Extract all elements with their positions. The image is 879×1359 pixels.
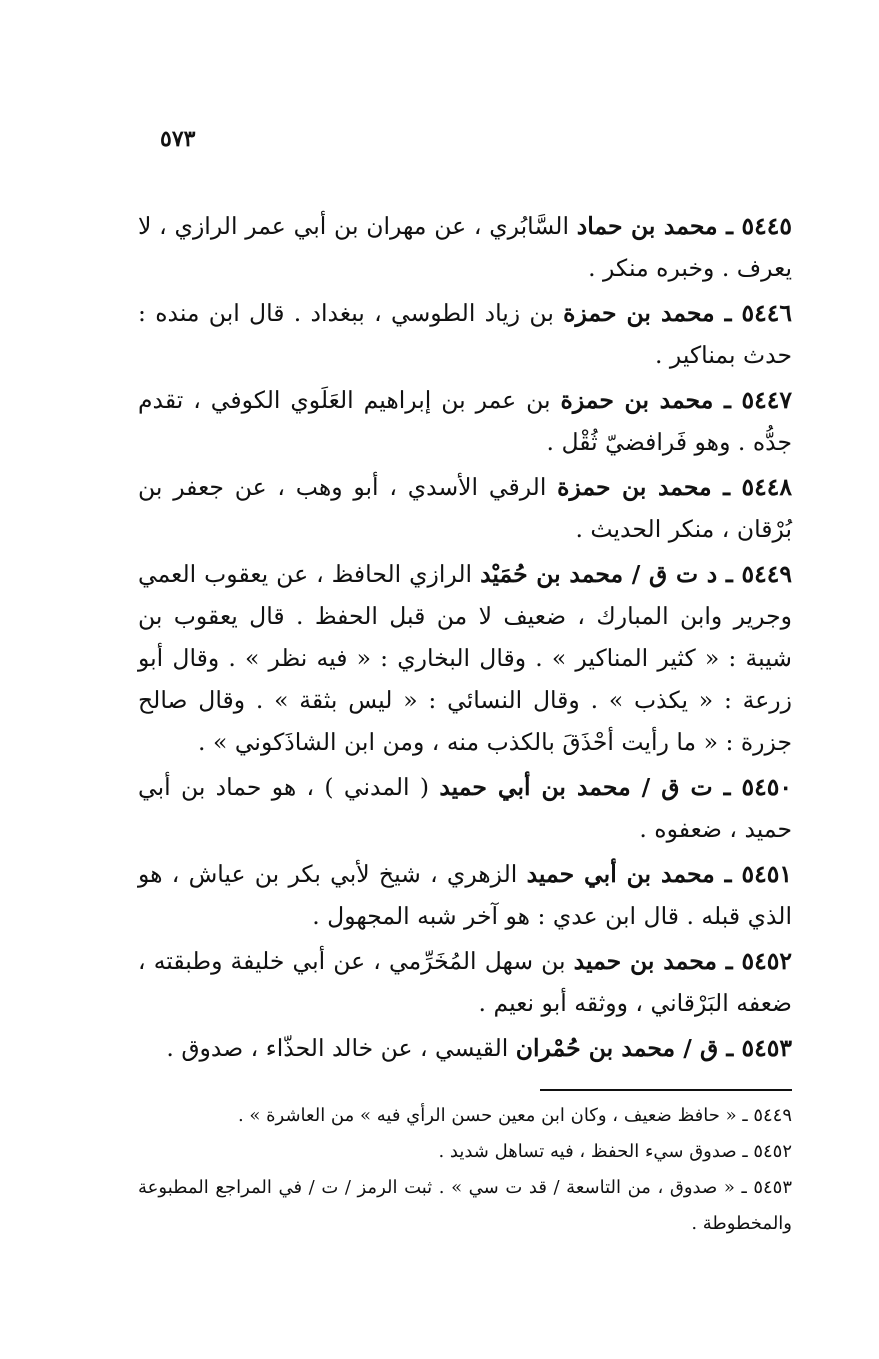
- entry-5449: [138, 553, 792, 763]
- entry-heading: ٥٤٤٧ ـ محمد بن حمزة: [560, 386, 793, 414]
- footnote-5453: ٥٤٥٣ ـ « صدوق ، من التاسعة / قد ت سي » . ثبت الرمز / ت / في المراجع المطبوعة والمخطوطة .: [138, 1177, 792, 1234]
- footnote-5452: ٥٤٥٢ ـ صدوق سيء الحفظ ، فيه تساهل شديد .: [438, 1141, 792, 1162]
- entry-body: الرقي الأسدي ، أبو وهب ، عن جعفر بن بُرْقان ، منكر الحديث .: [138, 473, 792, 543]
- entry-body: السَّابُري ، عن مهران بن أبي عمر الرازي ، لا يعرف . وخبره منكر .: [138, 212, 792, 282]
- entry-body: بن سهل المُخَرِّمي ، عن أبي خليفة وطبقته ، ضعفه البَرْقاني ، ووثقه أبو نعيم .: [138, 947, 792, 1017]
- entry-heading: ٥٤٥١ ـ محمد بن أبي حميد: [526, 860, 792, 888]
- entry-body: القيسي ، عن خالد الحذّاء ، صدوق .: [166, 1034, 516, 1062]
- entry-heading: ٥٤٤٩ ـ د ت ق / محمد بن حُمَيْد: [480, 560, 792, 588]
- page-number: ٥٧٣: [160, 126, 196, 152]
- main-text: [138, 205, 792, 1072]
- entry-heading: ٥٤٥٣ ـ ق / محمد بن حُمْران: [515, 1034, 792, 1062]
- entry-heading: ٥٤٤٨ ـ محمد بن حمزة: [557, 473, 793, 501]
- entry-5447: [138, 379, 792, 463]
- entry-heading: ٥٤٥٢ ـ محمد بن حميد: [573, 947, 792, 975]
- footnote-5449: ٥٤٤٩ ـ « حافظ ضعيف ، وكان ابن معين حسن الرأي فيه » من العاشرة » .: [237, 1105, 792, 1126]
- entry-5446: [138, 292, 792, 376]
- entry-body: الزهري ، شيخ لأبي بكر بن عياش ، هو الذي قبله . قال ابن عدي : هو آخر شبه المجهول .: [138, 860, 792, 930]
- entry-5445: [138, 205, 792, 289]
- entry-heading: ٥٤٤٦ ـ محمد بن حمزة: [563, 299, 793, 327]
- entry-body: بن زياد الطوسي ، ببغداد . قال ابن منده : حدث بمناكير .: [138, 299, 792, 369]
- entry-body: بن عمر بن إبراهيم العَلَوي الكوفي ، تقدم جدُّه . وهو فَرافضيّ ثُقْل .: [138, 386, 792, 456]
- footnote-divider: [540, 1089, 792, 1091]
- entry-5450: [138, 766, 792, 850]
- entry-heading: ٥٤٥٠ ـ ت ق / محمد بن أبي حميد: [439, 773, 792, 801]
- footnotes: [138, 1098, 792, 1242]
- entry-body: ( المدني ) ، هو حماد بن أبي حميد ، ضعفوه .: [138, 773, 792, 843]
- entry-heading: ٥٤٤٥ ـ محمد بن حماد: [576, 212, 792, 240]
- entry-5452: [138, 940, 792, 1024]
- entry-5448: [138, 466, 792, 550]
- entry-5453: [138, 1027, 792, 1069]
- entry-body: الرازي الحافظ ، عن يعقوب العمي وجرير وابن المبارك ، ضعيف لا من قبل الحفظ . قال يعقوب بن شيبة : « كثير المناكير » . وقال البخاري : « فيه نظر » . وقال أبو زرعة : « يكذب » . وقال النسائي : « ليس بثقة » . وقال صالح جزرة : « ما رأيت أحْذَقَ بالكذب منه ، ومن ابن الشاذَكوني » .: [138, 560, 792, 756]
- entry-5451: [138, 853, 792, 937]
